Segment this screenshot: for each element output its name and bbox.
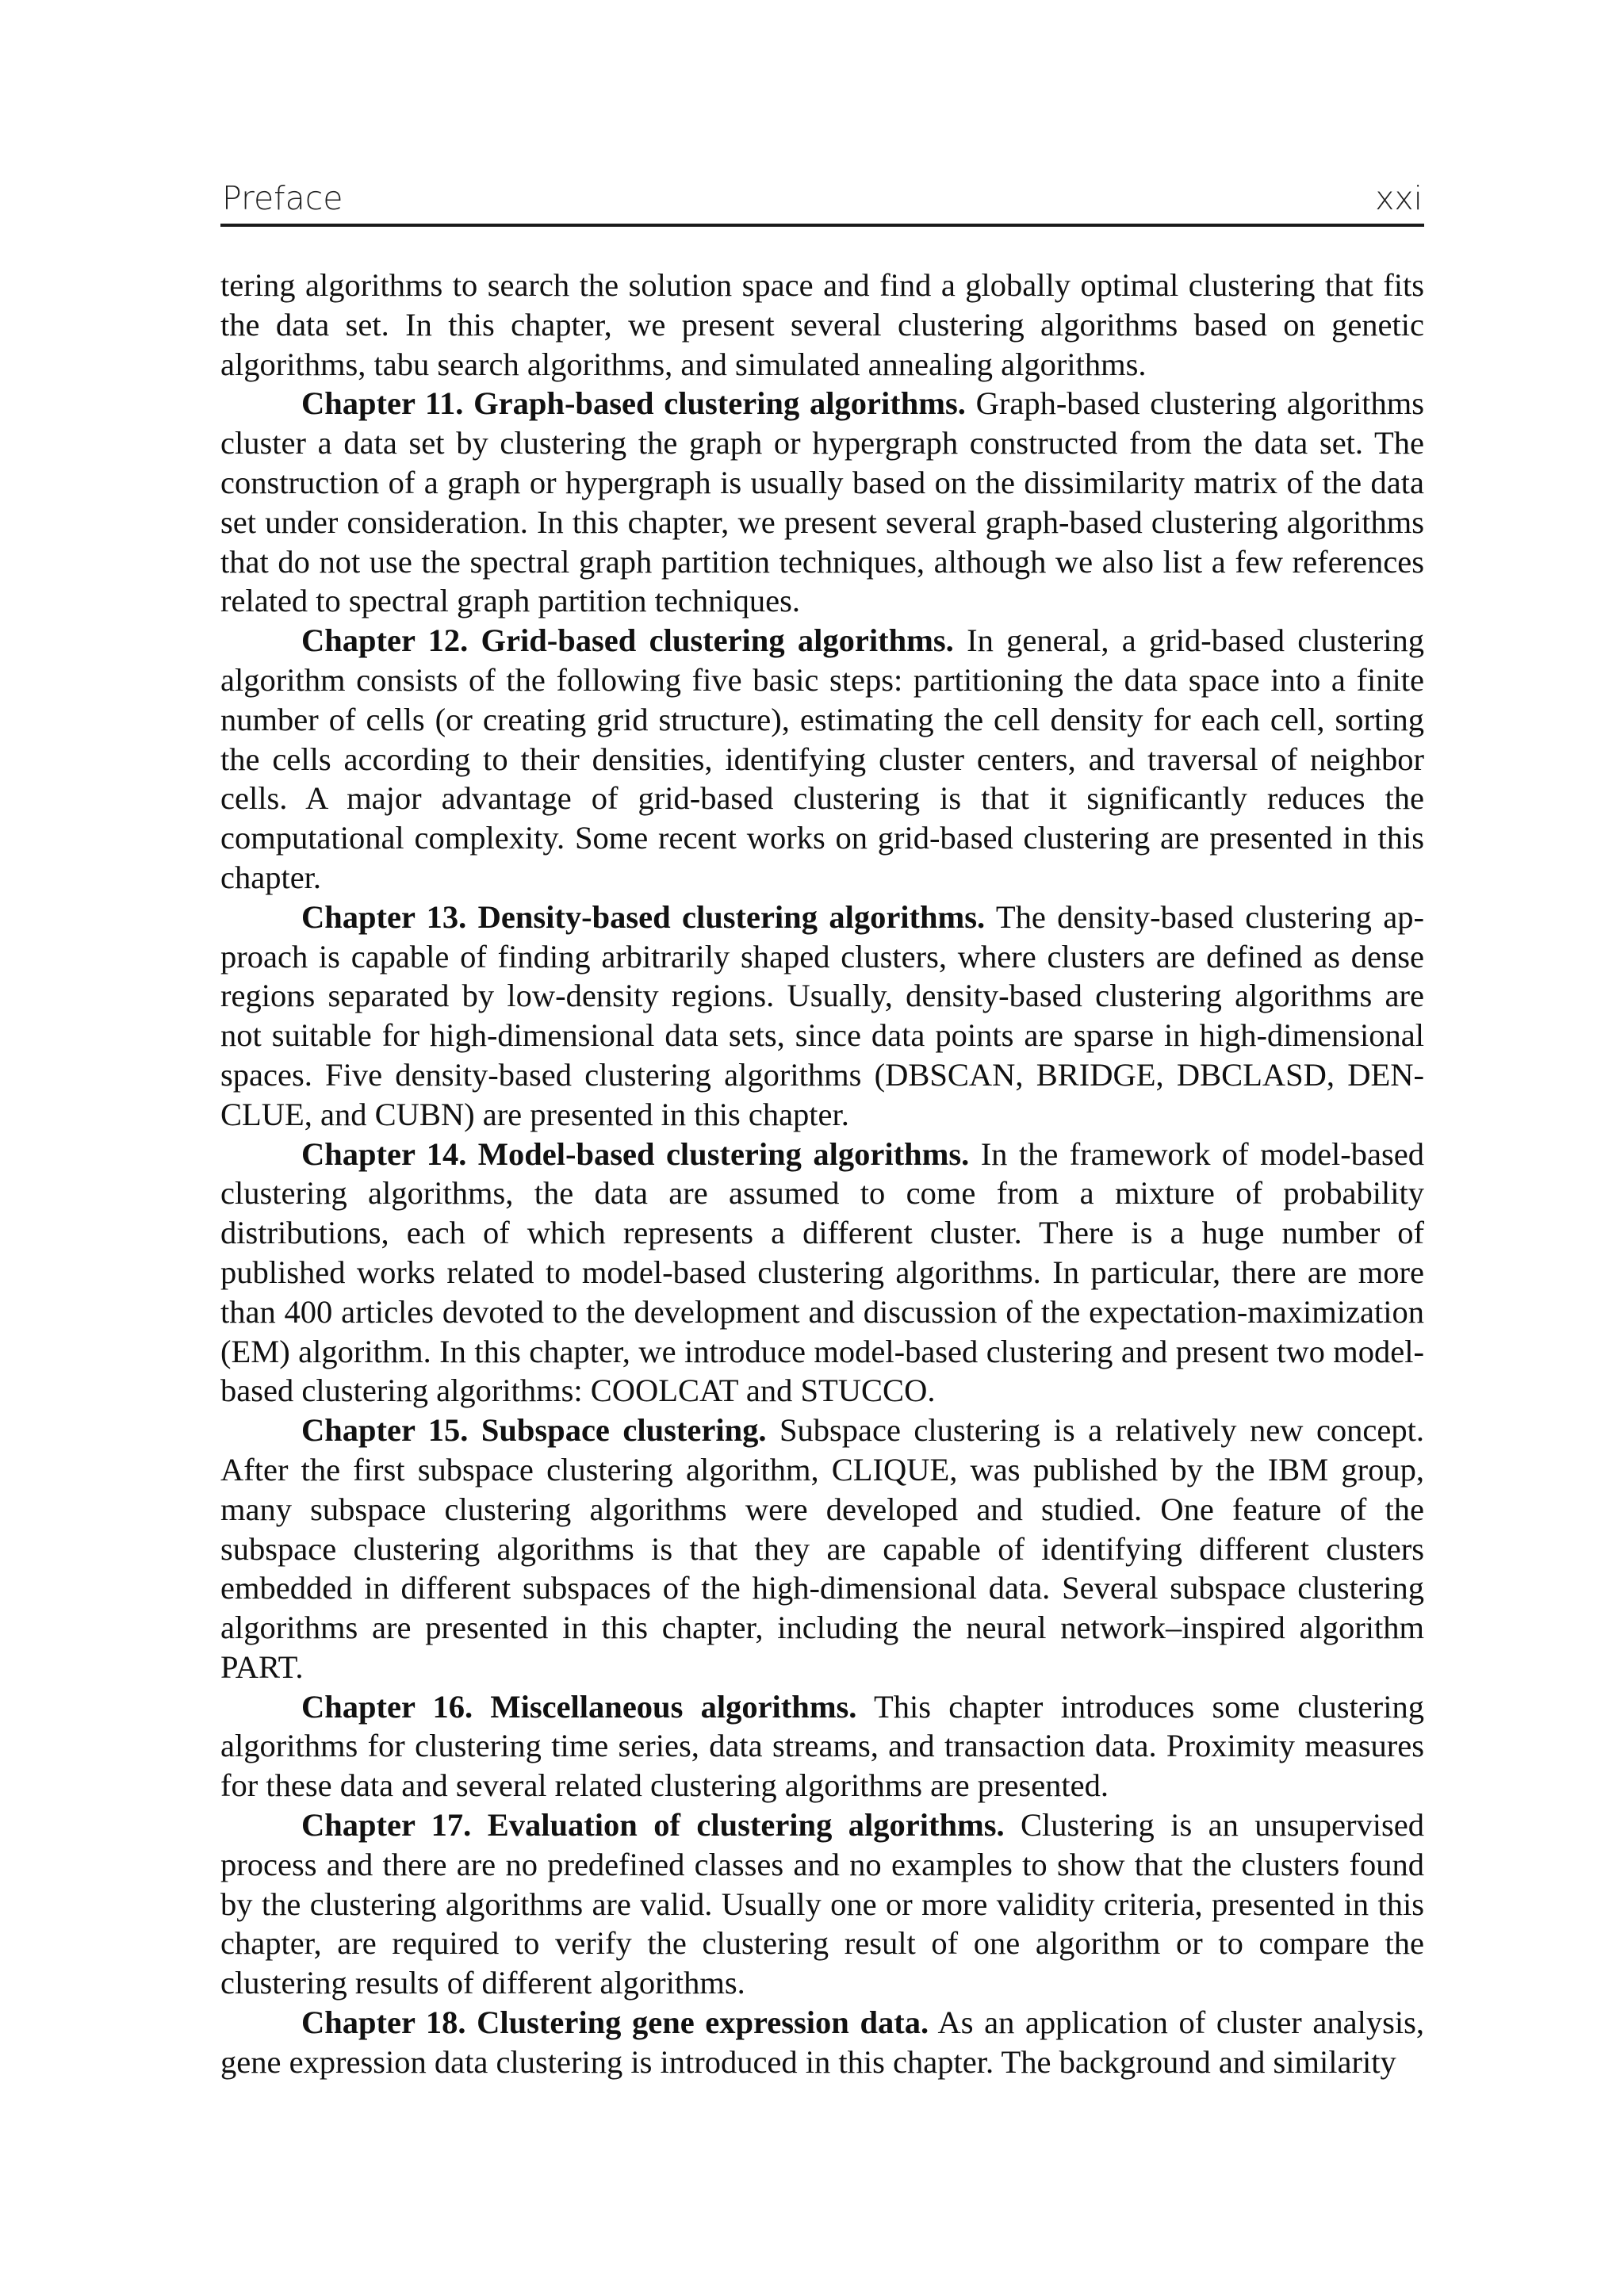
chapter-17-heading: Chapter 17. Evaluation of clustering algorithms. [301,1807,1005,1844]
chapter-15-heading: Chapter 15. Subspace clustering. [301,1412,767,1449]
section-title: Preface [222,179,343,217]
body-text [220,266,1424,2082]
opening-paragraph: tering algorithms to search the solution space and find a globally optimal clustering that fits the data set. In this chapter, we present several clustering algorithms based on genetic algorithms, tabu search algorithms, and simulated annealing algorithms. [220,267,1424,382]
chapter-16-text: This chapter introduces some clustering algorithms for clustering time series, data streams, and transaction data. Proximity measures for these data and several related clustering algorithms are presented. [220,1688,1424,1804]
chapter-18-text: As an application of cluster analysis, gene expression data clustering is introduced in this chapter. The background and similarity [220,2004,1425,2080]
chapter-18-heading: Chapter 18. Clustering gene expression data. [301,2004,929,2041]
chapter-13-paragraph [220,898,1424,1135]
chapter-15-paragraph [220,1411,1424,1687]
chapter-13-text: The density-based clustering approach is capable of finding arbitrarily shaped clusters, where clusters are defined as dense regions separated by low-density regions. Usually, density-based clustering algorithms are not suitable for high-dimensional data sets, since data points are sparse in high-dimensional spaces. Five density-based clustering algorithms (DBSCAN, BRIDGE, DBCLASD, DENCLUE, and CUBN) are presented in this chapter. [220,898,1424,1132]
chapter-14-paragraph [220,1135,1424,1411]
chapter-16-paragraph [220,1687,1424,1805]
chapter-15-text: Subspace clustering is a relatively new concept. After the first subspace clustering algorithm, CLIQUE, was published by the IBM group, many subspace clustering algorithms were developed and studied. One feature of the subspace clustering algorithms is that they are capable of identifying different clusters embedded in different subspaces of the high-dimensional data. Several subspace clustering algorithms are presented in this chapter, including the neural network–inspired algorithm PART. [220,1412,1424,1685]
chapter-18-paragraph [220,2003,1424,2082]
chapter-16-heading: Chapter 16. Miscellaneous algorithms. [301,1688,857,1725]
chapter-12-paragraph [220,621,1424,898]
page-number: xxi [1375,179,1423,217]
chapter-12-heading: Chapter 12. Grid-based clustering algorithms. [301,622,954,659]
chapter-13-heading: Chapter 13. Density-based clustering algorithms. [301,898,986,935]
chapter-11-heading: Chapter 11. Graph-based clustering algorithms. [301,385,966,422]
chapter-14-text: In the framework of model-based clustering algorithms, the data are assumed to come from a mixture of probability distributions, each of which represents a different cluster. There is a huge number of published works related to model-based clustering algorithms. In particular, there are more than 400 articles devoted to the development and discussion of the expectation-maximization (EM) algorithm. In this chapter, we introduce model-based clustering and present two model-based clustering algorithms: COOLCAT and STUCCO. [220,1135,1424,1409]
chapter-14-heading: Chapter 14. Model-based clustering algorithms. [301,1135,970,1172]
chapter-12-text: In general, a grid-based clustering algorithm consists of the following five basic steps: partitioning the data space into a finite number of cells (or creating grid structure), estimating the cell density for each cell, sorting the cells according to their densities, identifying cluster centers, and traversal of neighbor cells. A major advantage of grid-based clustering is that it significantly reduces the computational complexity. Some recent works on grid-based clustering are presented in this chapter. [220,622,1425,895]
chapter-17-paragraph [220,1805,1424,2003]
chapter-11-text: Graph-based clustering algorithms cluster a data set by clustering the graph or hypergraph constructed from the data set. The construction of a graph or hypergraph is usually based on the dissimilarity matrix of the data set under consideration. In this chapter, we present several graph-based clustering algorithms that do not use the spectral graph partition techniques, although we also list a few references related to spectral graph partition techniques. [220,385,1424,619]
chapter-17-text: Clustering is an unsupervised process and there are no predefined classes and no examples to show that the clusters found by the clustering algorithms are valid. Usually one or more validity criteria, presented in this chapter, are required to verify the clustering result of one algorithm or to compare the clustering results of different algorithms. [220,1807,1425,2001]
chapter-11-paragraph [220,384,1424,621]
running-header [220,176,1424,227]
